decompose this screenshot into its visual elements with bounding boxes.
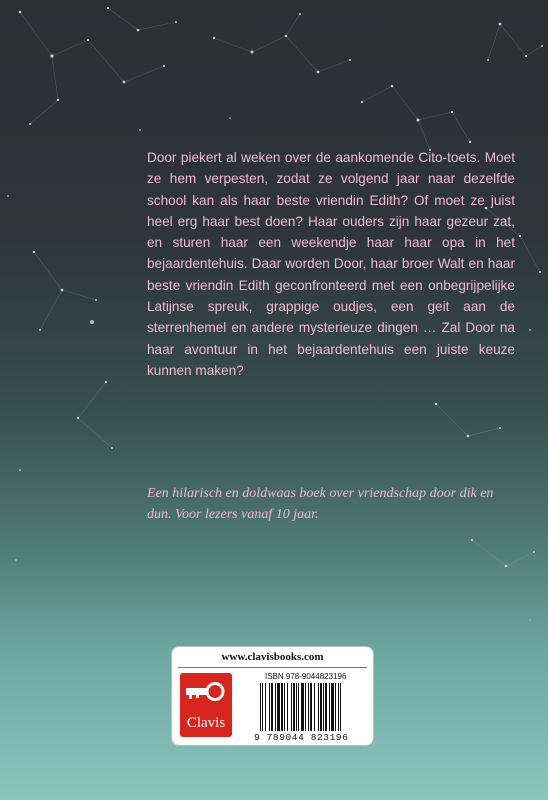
label-divider <box>178 667 367 668</box>
isbn-label: ISBN 978-9044823196 <box>265 672 347 681</box>
logo-wordmark: Clavis <box>186 715 226 731</box>
tagline-text: Een hilarisch en doldwaas boek over vriendschap door dik en dun. Voor lezers vanaf 10 jaar. <box>147 486 494 522</box>
key-icon <box>186 681 226 703</box>
publisher-label <box>171 646 374 746</box>
barcode <box>260 683 370 731</box>
barcode-number: 9 789044 823196 <box>254 732 349 743</box>
publisher-url[interactable]: www.clavisbooks.com <box>221 651 324 663</box>
clavis-logo <box>180 673 232 737</box>
blurb-text: Door piekert al weken over de aankomende Cito-toets. Moet ze hem verpesten, zodat ze volgend jaar naar dezelfde school kan als haar beste vriendin Edith? Of moet ze juist heel erg haar best doen? Haar ouders zijn haar gezeur zat, en sturen haar een weekendje haar haar opa in het bejaardentehuis. Daar worden Door, haar broer Walt en haar beste vriendin Edith geconfronteerd met een onbegrijpelijke Latijnse spreuk, grappige oudjes, een geit aan de sterrenhemel en andere mysterieuze dingen … Zal Door na haar avontuur in het bejaardentehuis een juiste keuze kunnen maken? <box>147 150 515 378</box>
